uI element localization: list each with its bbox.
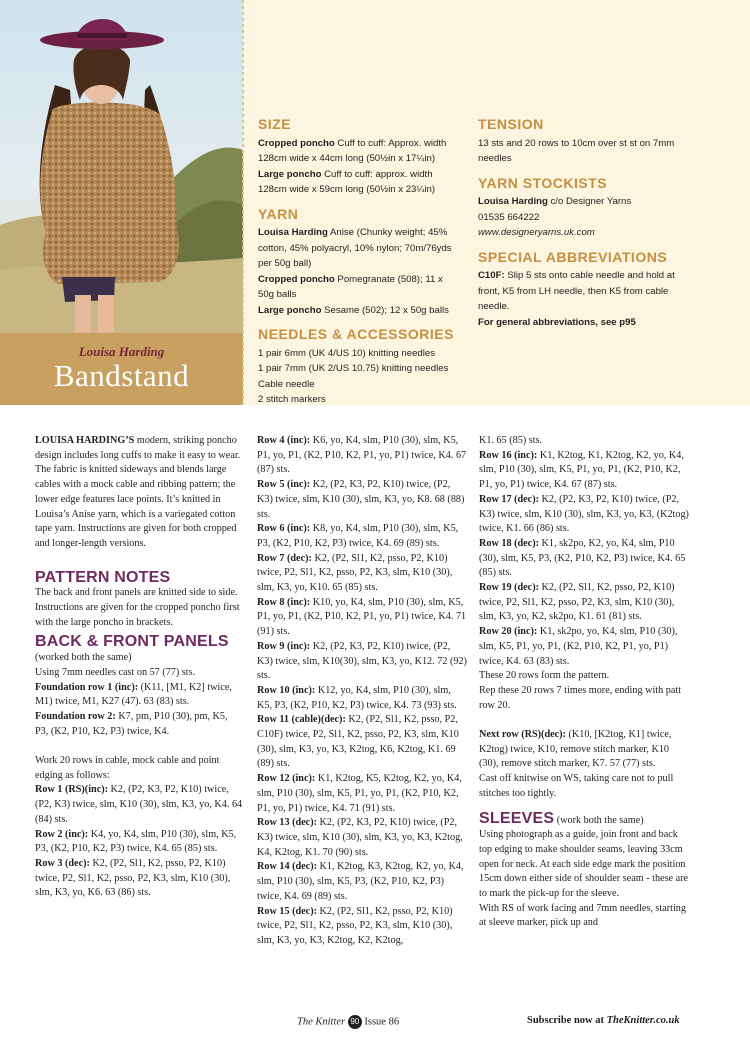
pattern-row: Row 15 (dec): K2, (P2, Sl1, K2, psso, P2, K10) twice, P2, Sl1, K2, psso, P2, K3, slm, K10 (30), slm, K3, yo, K3, K2tog, K2, K2tog, (257, 905, 453, 946)
yarn-line: Louisa Harding Anise (Chunky weight; 45% cotton, 45% polyacryl, 10% nylon; 70m/76yds per 50g ball) (258, 227, 452, 269)
pattern-row: Row 3 (dec): K2, (P2, Sl1, K2, psso, P2, K10) twice, P2, Sl1, K2, psso, P2, K3, slm, K10 (30), slm, K3, yo, K6. 63 (86) sts. (35, 857, 231, 899)
size-line: Large poncho Cuff to cuff: approx. width 128cm wide x 59cm long (50½in x 23¼in) (258, 168, 436, 195)
back-front-sub: (worked both the same) (35, 652, 132, 664)
abbreviations-heading: SPECIAL ABBREVIATIONS (478, 248, 668, 265)
cast-off-instruction: Cast off knitwise on WS, taking care not to pull stitches too tightly. (479, 773, 674, 799)
footer-right (527, 1015, 680, 1026)
tension-heading: TENSION (478, 116, 544, 132)
magazine-name: The Knitter (297, 1016, 346, 1028)
pattern-row: Row 17 (dec): K2, (P2, K3, P2, K10) twice, (P2, K3) twice, slm, K10 (30), slm, K3, yo, K3, (K2tog) twice, K1. 66 (86) sts. (479, 493, 689, 535)
general-abbreviations: For general abbreviations, see p95 (478, 316, 636, 328)
size-line: Cropped poncho Cuff to cuff: Approx. width 128cm wide x 44cm long (50½in x 17¼in) (258, 137, 447, 164)
work-rows-instruction: Work 20 rows in cable, mock cable and point edging as follows: (35, 755, 220, 781)
pattern-row: Row 12 (inc): K1, K2tog, K5, K2tog, K2, yo, K4, slm, P10 (30), slm, K5, P1, yo, P1, (K2, P10, K2, P1, yo, P1) twice, K4. 71 (91) sts. (257, 773, 462, 814)
needles-line: 1 pair 6mm (UK 4/US 10) knitting needles (258, 347, 436, 359)
sleeves-sub: (work both the same) (554, 814, 644, 826)
tension-text: 13 sts and 20 rows to 10cm over st st on 7mm needles (478, 137, 675, 164)
stockists-heading: YARN STOCKISTS (478, 174, 608, 191)
sleeves-paragraph: Using photograph as a guide, join front and back top edging to make shoulder seams, leaving 33cm open for neck. At each side edge mark the position 15cm down either side of shoulder seam - these are to mark the pick-up for the sleeve. (479, 829, 689, 900)
pattern-row: Row 16 (inc): K1, K2tog, K1, K2tog, K2, yo, K4, slm, P10 (30), slm, K5, P1, yo, P1, (K2, P10, K2, P1, yo, P1) twice, K4. 67 (87) sts. (479, 449, 684, 491)
specs-left (258, 117, 458, 408)
sleeves-heading-line (479, 809, 689, 829)
intro-paragraph: LOUISA HARDING’S modern, striking poncho design includes long cuffs to make it easy to wear. The fabric is knitted sideways and blends large cables with a mock cable and ribbing pattern; the lower edge features lace points. It’s knitted in Louisa’s Anise yarn, which is a variegated cotton tape yarn. Instructions are given for both cropped and longer-length versions. (35, 435, 241, 549)
pattern-row: Row 6 (inc): K8, yo, K4, slm, P10 (30), slm, K5, P3, (K2, P10, K2, P3) twice, K4. 69 (89) sts. (257, 523, 459, 549)
pattern-row: Row 18 (dec): K1, sk2po, K2, yo, K4, slm, P10 (30), slm, K5, P3, (K2, P10, K2, P3) twice, K4. 65 (85) sts. (479, 537, 686, 579)
issue-number: Issue 86 (364, 1016, 400, 1028)
pattern-row: Row 19 (dec): K2, (P2, Sl1, K2, psso, P2, K10) twice, P2, Sl1, K2, psso, P2, K3, slm, K10 (30), slm, K3, yo, K2, sk2po, K1. 61 (81) sts. (479, 582, 675, 623)
pattern-row: Row 9 (inc): K2, (P2, K3, P2, K10) twice, (P2, K3) twice, slm, K10(30), slm, K3, yo, K12. 72 (92) sts. (257, 640, 467, 682)
pattern-name: Bandstand (53, 358, 190, 393)
cast-on-instruction: Using 7mm needles cast on 57 (77) sts. (35, 666, 196, 678)
pattern-row: Row 8 (inc): K10, yo, K4, slm, P10 (30), slm, K5, P1, yo, P1, (K2, P10, K2, P1, yo, P1) twice, K4. 71 (91) sts. (257, 596, 467, 638)
column-2 (257, 434, 467, 949)
yarn-line: Large poncho Sesame (502); 12 x 50g balls (258, 304, 449, 316)
designer-credit: Louisa Harding (78, 344, 165, 359)
subscribe-link[interactable]: TheKnitter.co.uk (606, 1015, 680, 1026)
stockist-phone: 01535 664222 (478, 211, 540, 223)
pattern-row: Row 14 (dec): K1, K2tog, K3, K2tog, K2, yo, K4, slm, P10 (30), slm, K5, P3, (K2, P10, K2, P3) twice, K4. 69 (89) sts. (257, 861, 464, 902)
pattern-repeat-instruction: Rep these 20 rows 7 times more, ending with patt row 20. (479, 684, 682, 711)
pattern-repeat-note: These 20 rows form the pattern. (479, 670, 610, 682)
column-3 (479, 434, 689, 931)
stockist-line: Louisa Harding c/o Designer Yarns (478, 196, 632, 207)
perforation-divider (242, 0, 244, 405)
yarn-heading: YARN (258, 205, 299, 222)
pattern-row: Row 13 (dec): K2, (P2, K3, P2, K10) twice, (P2, K3) twice, slm, K10 (30), slm, K3, yo, K3, K2tog, K4, K2tog, K1. 70 (90) sts. (257, 817, 463, 858)
pattern-row: Row 7 (dec): K2, (P2, Sl1, K2, psso, P2, K10) twice, P2, Sl1, K2, psso, P2, K3, slm, K10 (30), slm, K3, yo, K10. 65 (85) sts. (257, 552, 453, 594)
model-photo (0, 0, 243, 333)
sleeves-heading: SLEEVES (479, 809, 555, 827)
column-1 (35, 434, 243, 901)
size-heading: SIZE (258, 116, 292, 132)
foundation-row-2: Foundation row 2: K7, pm, P10 (30), pm, K5, P3, (K2, P10, K2, P3) twice, K4. (35, 710, 228, 737)
row-continuation: K1. 65 (85) sts. (479, 435, 543, 446)
needles-line: 1 pair 7mm (UK 2/US 10.75) knitting needles (258, 363, 449, 374)
abbreviation-c10f: C10F: Slip 5 sts onto cable needle and hold at front, K5 from LH needle, then K5 from cable needle. (478, 270, 675, 312)
pattern-row: Row 5 (inc): K2, (P2, K3, P2, K10) twice, (P2, K3) twice, slm, K10 (30), slm, K3, yo, K8. 68 (88) sts. (257, 479, 465, 520)
sleeves-paragraph: With RS of work facing and 7mm needles, starting at sleeve marker, pick up and (479, 902, 686, 929)
needles-line: 2 stitch markers (258, 394, 326, 405)
next-row: Next row (RS)(dec): (K10, [K2tog, K1] twice, K2tog) twice, K10, remove stitch marker, K10 (30), remove stitch marker, K7. 57 (77) sts. (479, 729, 672, 770)
subscribe-text: Subscribe now at (527, 1015, 607, 1026)
pattern-row: Row 1 (RS)(inc): K2, (P2, K3, P2, K10) twice, (P2, K3) twice, slm, K10 (30), slm, K3, yo, K4. 64 (84) sts. (35, 784, 243, 825)
pattern-row: Row 20 (inc): K1, sk2po, yo, K4, slm, P10 (30), slm, K5, P1, yo, P1, (K2, P10, K2, P1, yo, P1) twice, K4. 63 (83) sts. (479, 626, 678, 667)
pattern-note: Instructions are given for the cropped poncho first with the large poncho in brackets. (35, 602, 240, 628)
needles-line: Cable needle (258, 378, 315, 390)
pattern-row: Row 11 (cable)(dec): K2, (P2, Sl1, K2, psso, P2, C10F) twice, P2, Sl1, K2, psso, P2, K3, slm, K10 (30), slm, K3, yo, K3, K2tog, K6, K2tog, K1. 69 (89) sts. (257, 714, 459, 770)
pattern-note: The back and front panels are knitted side to side. (35, 587, 238, 599)
pattern-row: Row 2 (inc): K4, yo, K4, slm, P10 (30), slm, K5, P3, (K2, P10, K2, P3) twice, K4. 65 (85) sts. (35, 828, 237, 855)
pattern-notes-heading: PATTERN NOTES (35, 568, 171, 586)
footer-left (297, 1015, 399, 1029)
needles-heading: NEEDLES & ACCESSORIES (258, 326, 454, 342)
pattern-row: Row 10 (inc): K12, yo, K4, slm, P10 (30), slm, K5, P3, (K2, P10, K2, P3) twice, K4. 73 (93) sts. (257, 684, 457, 711)
page-number: 90 (348, 1015, 362, 1029)
stockist-website[interactable]: www.designeryarns.uk.com (478, 227, 595, 238)
back-front-heading: BACK & FRONT PANELS (35, 633, 229, 651)
foundation-row-1: Foundation row 1 (inc): (K11, [M1, K2] twice, M1) twice, M1, K27 (47). 63 (83) sts. (35, 681, 232, 708)
pattern-row: Row 4 (inc): K6, yo, K4, slm, P10 (30), slm, K5, P1, yo, P1, (K2, P10, K2, P1, yo, P1) twice, K4. 67 (87) sts. (257, 435, 467, 476)
yarn-line: Cropped poncho Pomegranate (508); 11 x 50g balls (258, 273, 443, 300)
specs-right (478, 117, 688, 330)
